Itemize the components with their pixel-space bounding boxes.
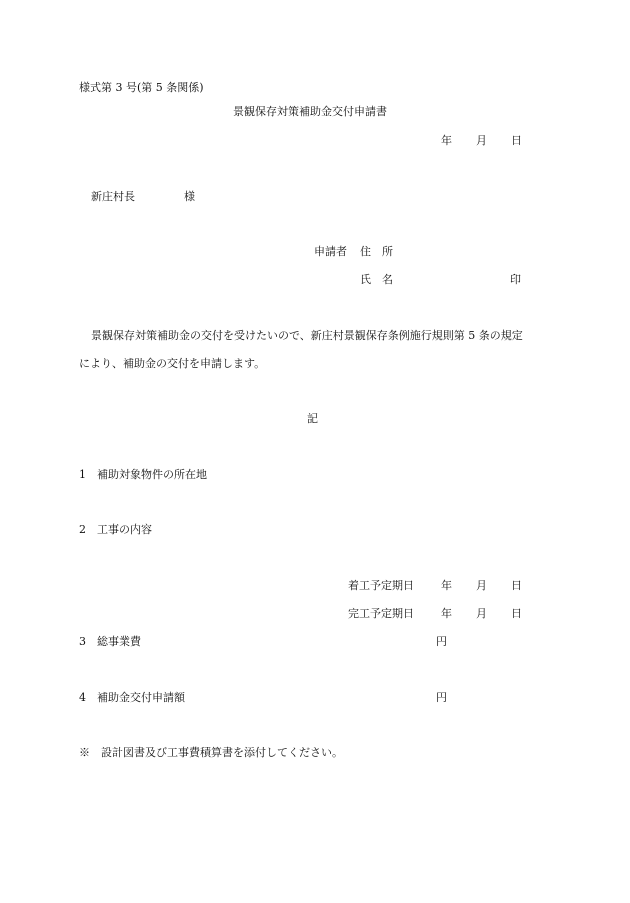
item-3-total-cost: 3 総事業費 [79,635,141,648]
attachment-note: ※ 設計図書及び工事費積算書を添付してください。 [79,746,343,759]
start-date-day: 日 [511,579,522,592]
total-cost-yen: 円 [436,635,447,648]
end-date-year: 年 [441,607,452,620]
seal-mark: 印 [510,273,521,286]
ki-heading: 記 [307,412,318,425]
form-number: 様式第 3 号(第 5 条関係) [79,81,204,94]
start-date-year: 年 [441,579,452,592]
form-title: 景観保存対策補助金交付申請書 [233,105,387,118]
start-date-month: 月 [476,579,487,592]
start-date-label: 着工予定期日 [348,579,414,592]
subsidy-amount-yen: 円 [436,691,447,704]
item-2-work-content: 2 工事の内容 [79,523,152,536]
end-date-label: 完工予定期日 [348,607,414,620]
body-line-1: 景観保存対策補助金の交付を受けたいので、新庄村景観保存条例施行規則第 5 条の規定 [91,329,523,342]
date-day: 日 [511,134,522,147]
date-month: 月 [476,134,487,147]
date-year: 年 [441,134,452,147]
applicant-name-label: 氏 名 [360,273,393,286]
item-4-subsidy-amount: 4 補助金交付申請額 [79,691,185,704]
end-date-month: 月 [476,607,487,620]
item-1-location: 1 補助対象物件の所在地 [79,468,207,481]
body-line-2: により、補助金の交付を申請します。 [79,357,266,370]
addressee-honorific: 様 [184,190,195,203]
applicant-label: 申請者 [314,245,347,258]
addressee-name: 新庄村長 [91,190,135,203]
applicant-address-label: 住 所 [360,245,393,258]
end-date-day: 日 [511,607,522,620]
